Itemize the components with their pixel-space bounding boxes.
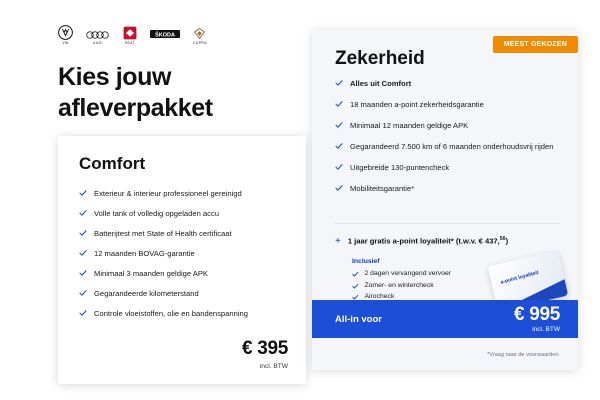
check-icon [79, 189, 87, 197]
inclusief-title: Inclusief [352, 258, 380, 265]
zekerheid-price-block [514, 305, 560, 333]
brand-label-cupra: CUPRA [193, 41, 207, 45]
brand-label-audi: AUDI [93, 41, 103, 45]
skoda-icon [150, 29, 180, 40]
list-item [335, 120, 563, 131]
list-item [335, 141, 563, 152]
divider [335, 223, 560, 224]
comfort-package-card[interactable] [58, 136, 306, 384]
list-item [335, 162, 563, 173]
brand-logo-audi [86, 21, 110, 45]
comfort-feature-list [79, 188, 287, 328]
list-item [79, 288, 287, 299]
list-item-label: Uitgebreide 130-puntencheck [350, 163, 450, 172]
list-item [79, 228, 287, 239]
list-item-label: 18 maanden a-point zekerheidsgarantie [350, 100, 484, 109]
cupra-icon [193, 27, 206, 40]
brand-logo-cupra [193, 21, 207, 45]
list-item-label: Mobiliteitsgarantie* [350, 184, 415, 193]
loyalty-superscript: 50 [499, 236, 506, 242]
status-badge: MEEST GEKOZEN [493, 36, 578, 53]
brand-logo-seat [123, 21, 137, 45]
svg-text:ŠKODA: ŠKODA [155, 31, 175, 38]
comfort-price: € 395 [241, 338, 288, 359]
check-icon [79, 249, 87, 257]
check-icon [335, 142, 343, 150]
seat-icon [123, 26, 137, 40]
zekerheid-title: Zekerheid [335, 48, 425, 69]
all-in-label: All-in voor [335, 313, 382, 325]
list-item [79, 188, 287, 199]
loyalty-highlight [335, 236, 565, 247]
loyalty-card-label: a-point loyaliteit [499, 269, 540, 286]
loyalty-text: 1 jaar gratis a-point loyaliteit* (t.w.v. € 437, [347, 236, 500, 246]
zekerheid-price-bar [312, 300, 578, 338]
list-item-label: Gegarandeerde kilometerstand [94, 289, 199, 298]
loyalty-close: ) [505, 236, 509, 246]
check-icon [335, 184, 343, 192]
list-item-label: Minimaal 3 maanden geldige APK [94, 269, 208, 278]
brand-label-volkswagen: VW [62, 41, 69, 45]
brand-logo-volkswagen [58, 21, 73, 45]
brand-label-seat: SEAT [124, 41, 136, 45]
brand-logo-row [58, 22, 207, 44]
check-icon [79, 229, 87, 237]
check-icon [335, 121, 343, 129]
list-item-label: Controle vloeistoffen, olie en bandenspanning [94, 309, 248, 318]
list-item-label: 2 dagen vervangend vervoer [364, 270, 452, 277]
page-title: Kies jouw afleverpakket [58, 63, 213, 122]
list-item-label: Batterijtest met State of Health certificaat [94, 229, 232, 238]
audi-icon [86, 30, 110, 40]
list-item-label: Alles uit Comfort [350, 79, 412, 88]
list-item-label: Volle tank of volledig opgeladen accu [94, 209, 219, 218]
check-icon [79, 269, 87, 277]
comfort-price-note: incl. BTW [259, 363, 288, 370]
comfort-price-block [242, 338, 288, 370]
check-icon [352, 271, 359, 278]
list-item-label: Exterieur & interieur professioneel gereinigd [94, 189, 242, 198]
plus-icon: + [335, 236, 341, 247]
disclaimer-text: *Vraag naar de voorwaarden. [487, 352, 560, 358]
zekerheid-price-note: incl. BTW [532, 326, 560, 333]
list-item [79, 248, 287, 259]
zekerheid-package-card[interactable] [312, 30, 578, 370]
comfort-title: Comfort [79, 154, 146, 173]
check-icon [79, 209, 87, 217]
check-icon [79, 309, 87, 317]
list-item-label: Airocheck [364, 293, 395, 300]
check-icon [335, 100, 343, 108]
volkswagen-icon [58, 25, 73, 40]
check-icon [335, 163, 343, 171]
list-item-label: Minimaal 12 maanden geldige APK [350, 121, 469, 130]
zekerheid-feature-list [335, 78, 563, 204]
offer-page [22, 0, 578, 400]
list-item [79, 308, 287, 319]
list-item [79, 268, 287, 279]
list-item [335, 183, 563, 194]
zekerheid-price: € 995 [513, 304, 560, 325]
loyalty-label [348, 236, 508, 246]
list-item [335, 78, 563, 89]
list-item-label: Gegarandeerd 7.500 km of 6 maanden onderhoudsvrij rijden [350, 142, 554, 151]
check-icon [352, 283, 359, 290]
check-icon [79, 289, 87, 297]
brand-logo-skoda [150, 21, 180, 45]
list-item [79, 208, 287, 219]
list-item-label: 12 maanden BOVAG-garantie [94, 249, 195, 258]
list-item-label: Zomer- en wintercheck [364, 281, 434, 289]
list-item [335, 99, 563, 110]
left-column [22, 0, 290, 400]
check-icon [335, 79, 343, 87]
